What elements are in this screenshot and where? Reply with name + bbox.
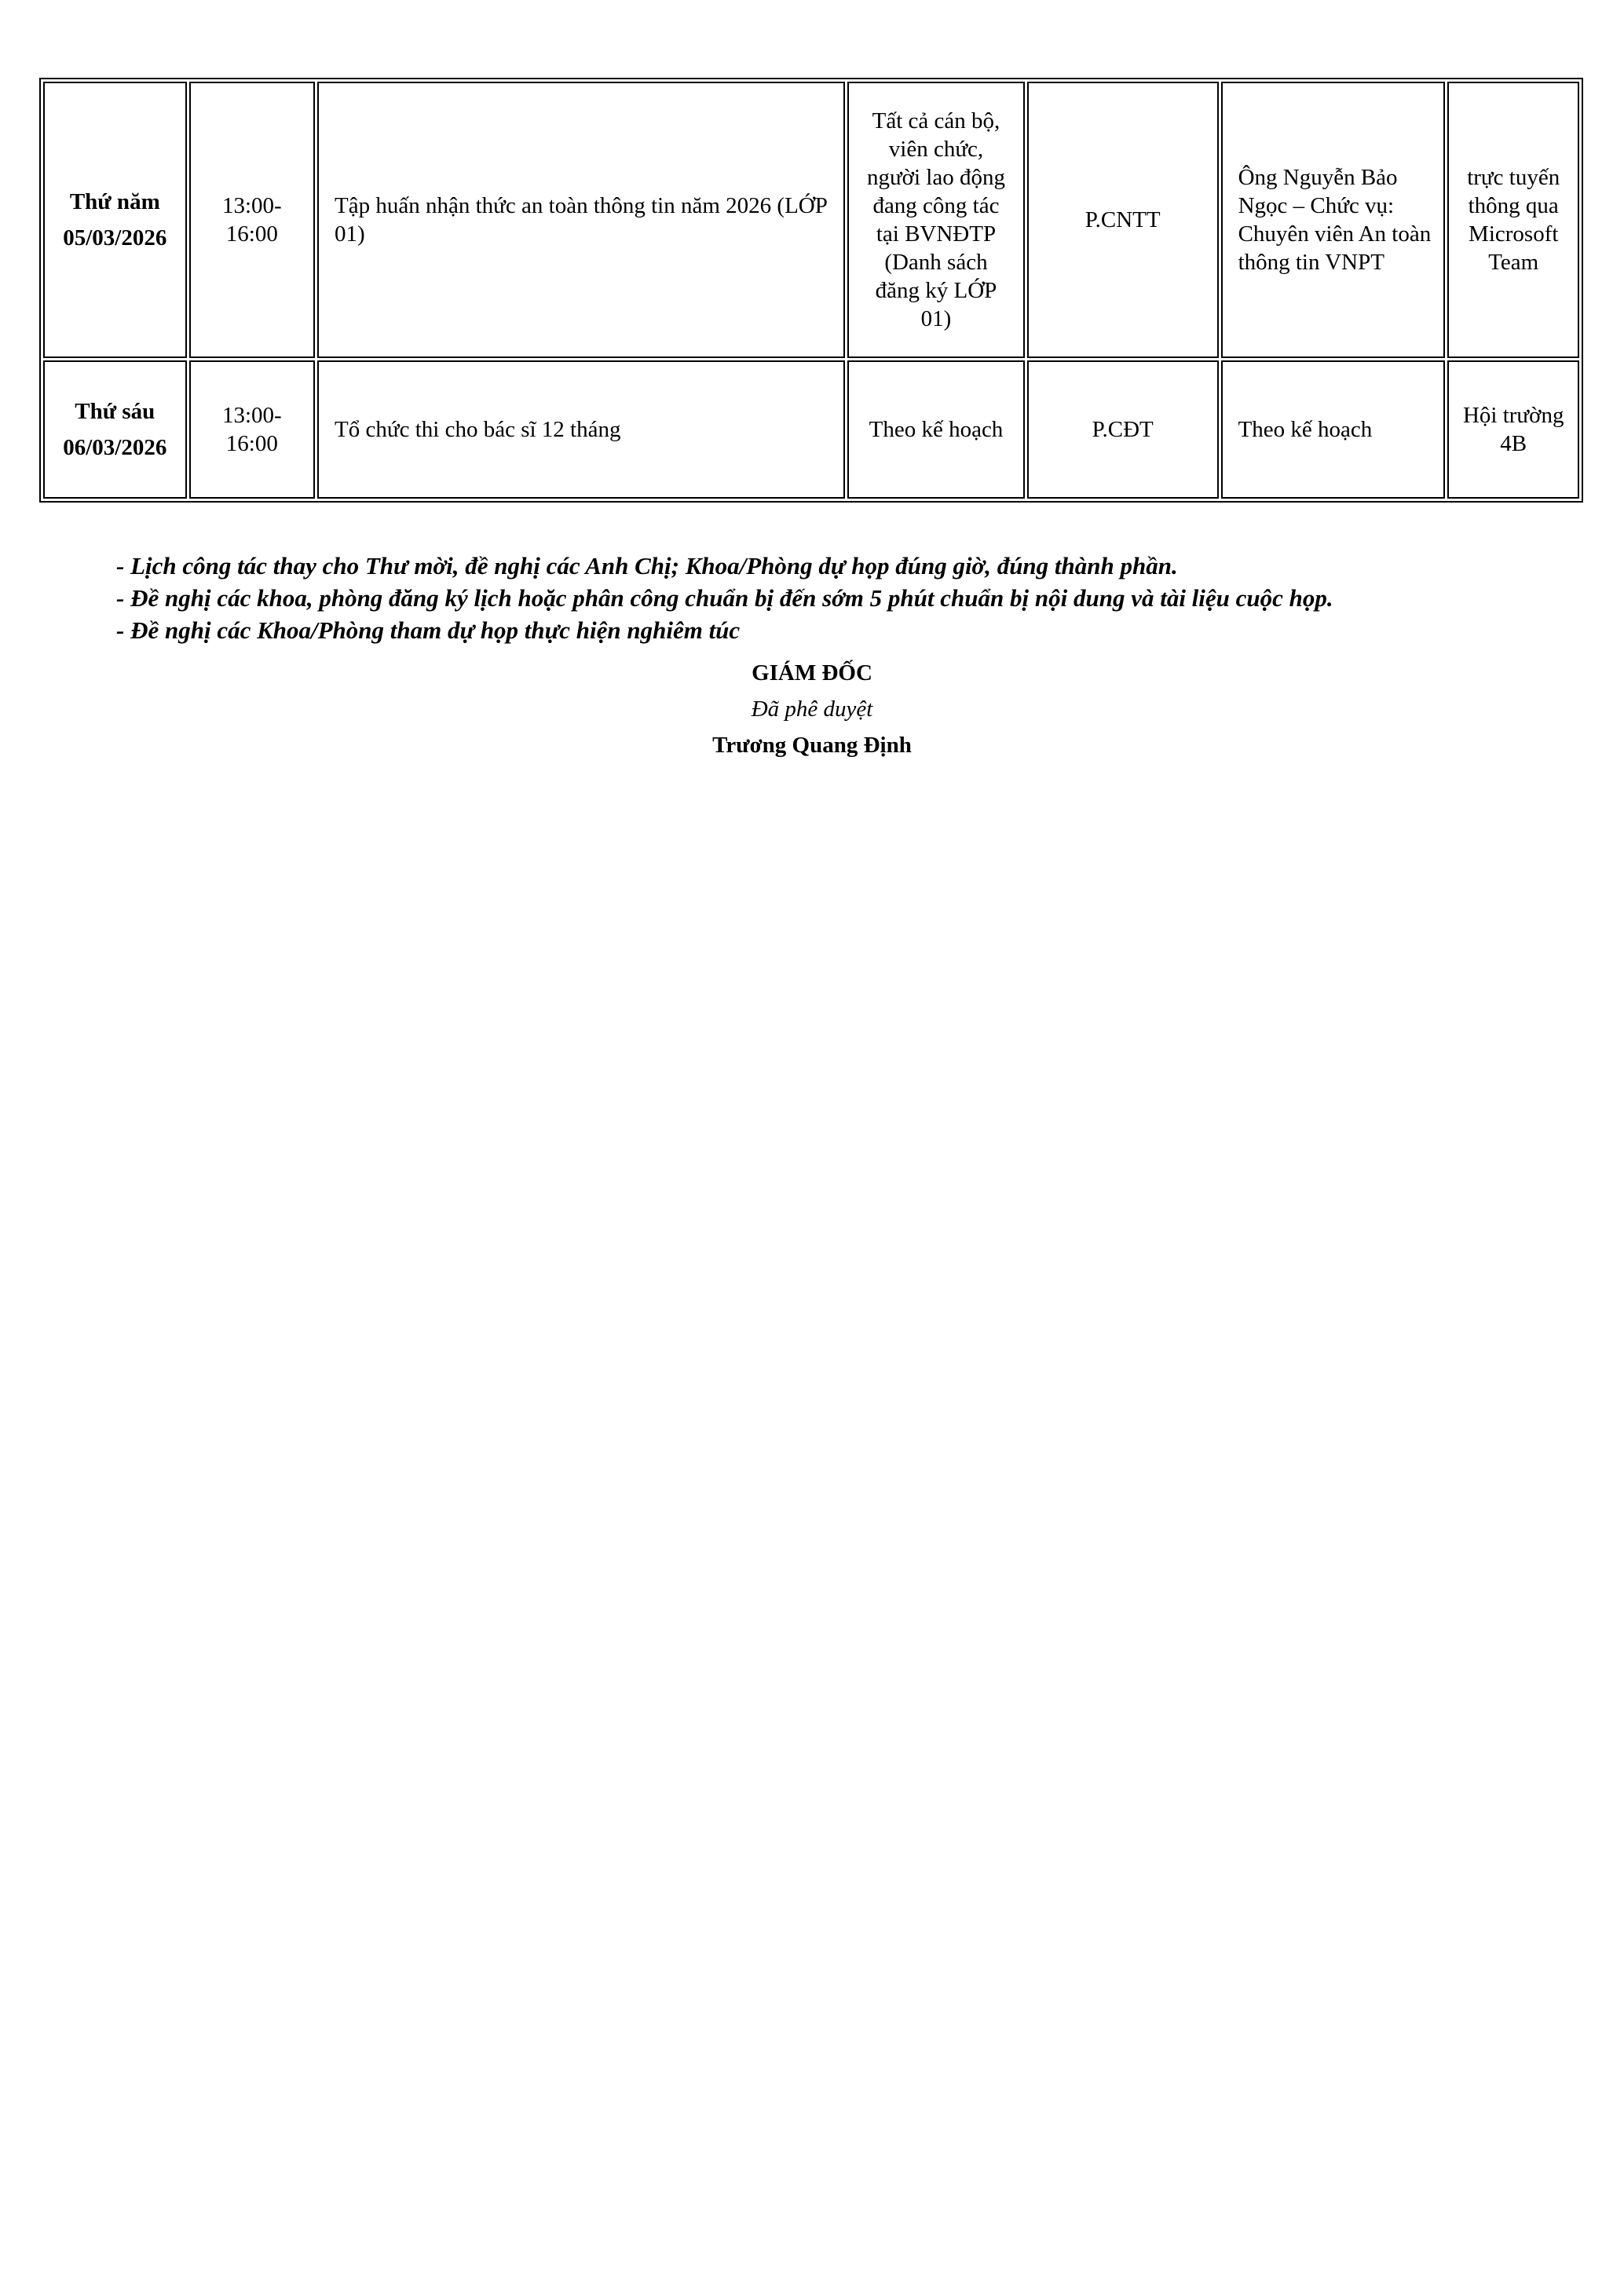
day-label: Thứ năm: [69, 189, 160, 214]
preparation-cell: P.CĐT: [1027, 360, 1219, 499]
time-cell: [189, 360, 315, 499]
host-cell: Theo kế hoạch: [1221, 360, 1446, 499]
notes-block: [116, 550, 1577, 646]
time-cell: [189, 82, 315, 358]
participants-cell: Theo kế hoạch: [847, 360, 1025, 499]
content-cell: Tổ chức thi cho bác sĩ 12 tháng: [317, 360, 845, 499]
approval-status: Đã phê duyệt: [751, 696, 873, 722]
preparation-cell: P.CNTT: [1027, 82, 1219, 358]
note-line: - Lịch công tác thay cho Thư mời, đề nghị các Anh Chị; Khoa/Phòng dự họp đúng giờ, đúng thành phần.: [116, 552, 1178, 579]
signature-block: [0, 655, 1624, 763]
day-cell: [43, 360, 187, 499]
signer-name: Trương Quang Định: [712, 733, 912, 758]
schedule-table: [39, 78, 1583, 503]
time-start: 13:00-: [221, 403, 282, 428]
host-cell: Ông Nguyễn Bảo Ngọc – Chức vụ: Chuyên viên An toàn thông tin VNPT: [1221, 82, 1446, 358]
day-label: Thứ sáu: [75, 399, 155, 424]
table-row: [43, 82, 1579, 358]
date-label: 05/03/2026: [63, 225, 167, 250]
note-line: - Đề nghị các khoa, phòng đăng ký lịch hoặc phân công chuẩn bị đến sớm 5 phút chuẩn bị nội dung và tài liệu cuộc họp.: [116, 584, 1333, 612]
time-start: 13:00-: [221, 193, 282, 218]
place-cell: trực tuyến thông qua Microsoft Team: [1447, 82, 1579, 358]
time-end: 16:00: [225, 221, 278, 247]
note-line: - Đề nghị các Khoa/Phòng tham dự họp thực hiện nghiêm túc: [116, 616, 741, 644]
signer-title: GIÁM ĐỐC: [752, 660, 872, 686]
day-cell: [43, 82, 187, 358]
participants-cell: Tất cả cán bộ, viên chức, người lao động đang công tác tại BVNĐTP (Danh sách đăng ký LỚP 01): [847, 82, 1025, 358]
content-cell: Tập huấn nhận thức an toàn thông tin năm 2026 (LỚP 01): [317, 82, 845, 358]
date-label: 06/03/2026: [63, 435, 167, 460]
table-row: [43, 360, 1579, 499]
time-end: 16:00: [225, 431, 278, 456]
place-cell: Hội trường 4B: [1447, 360, 1579, 499]
